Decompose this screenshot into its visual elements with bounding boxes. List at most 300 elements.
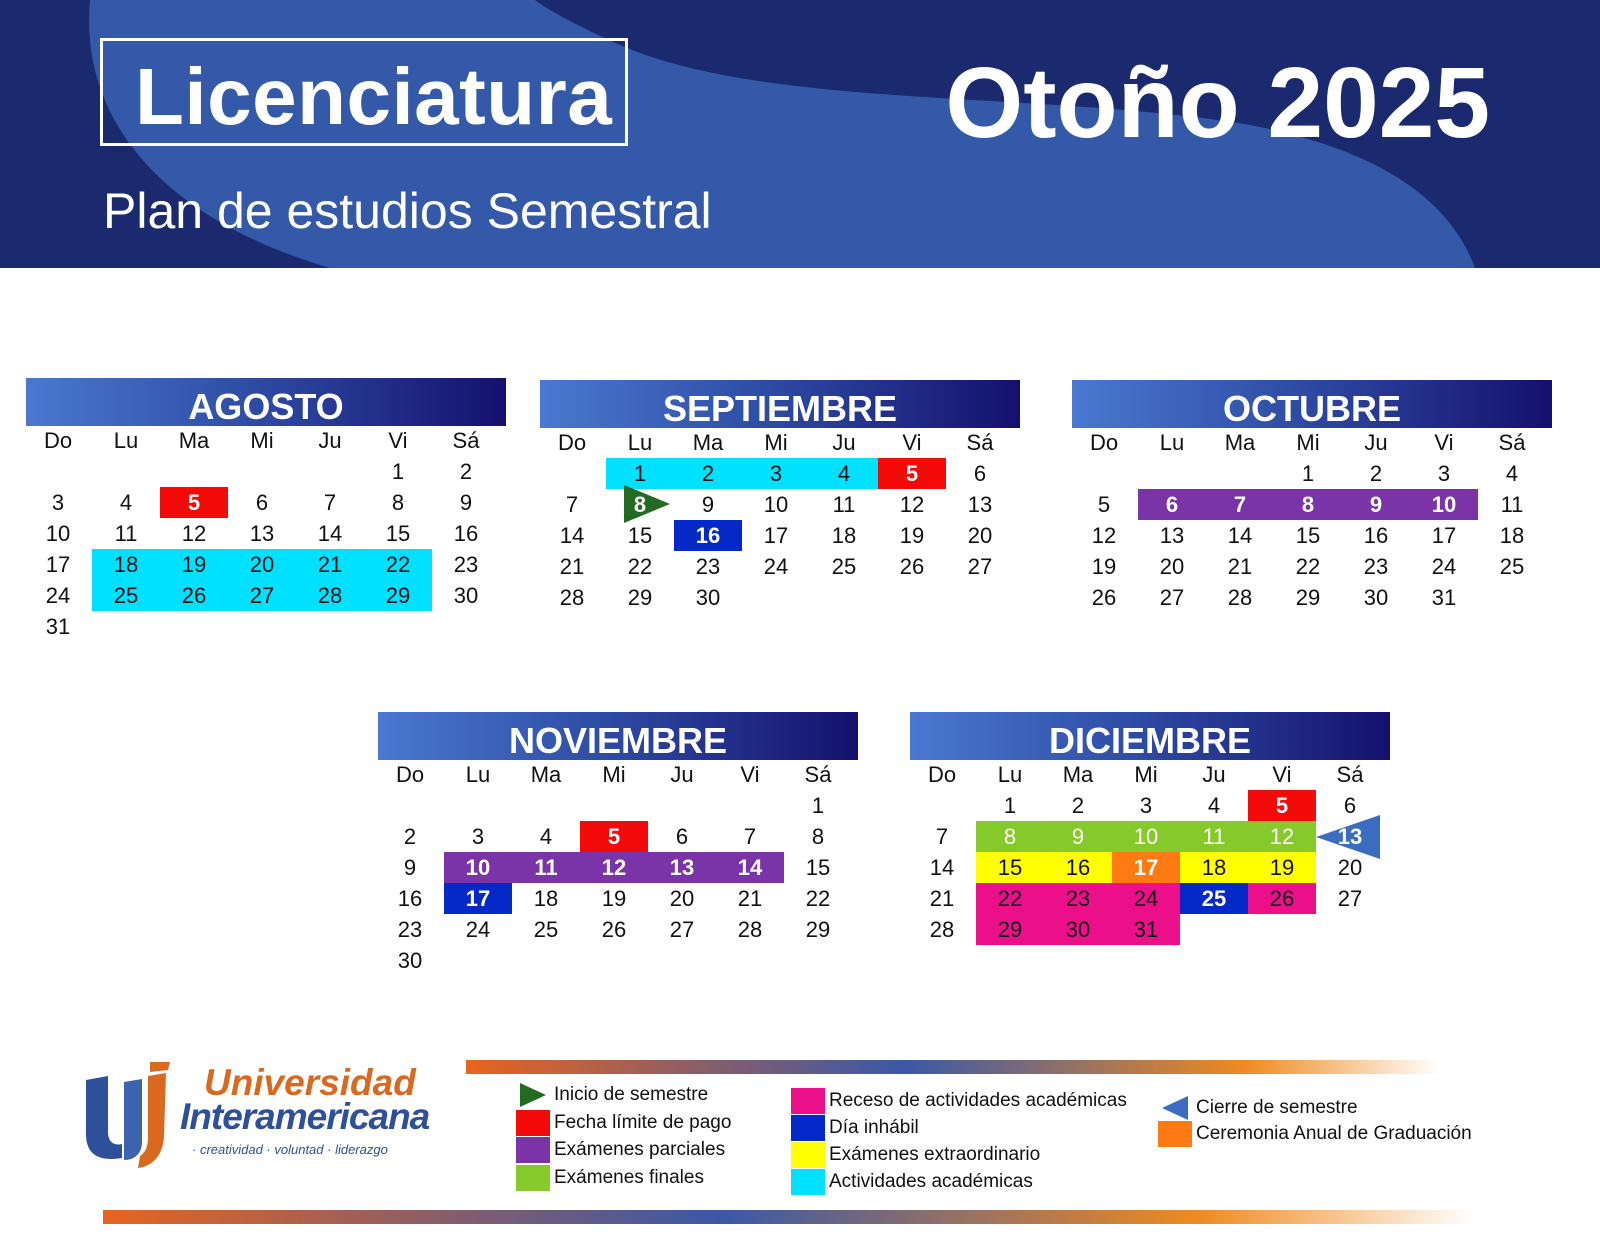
day-number: 18 (1499, 523, 1525, 548)
day-number: 25 (1499, 554, 1525, 579)
weekday-header (24, 426, 506, 456)
day-number: 23 (1363, 554, 1389, 579)
university-logo (80, 1062, 450, 1172)
day-number: 14 (317, 521, 343, 546)
day-cell (1180, 821, 1248, 852)
day-number: 22 (805, 886, 831, 911)
day-number: 26 (1269, 886, 1295, 911)
day-cell (784, 821, 852, 852)
day-cell (24, 549, 92, 580)
day-cell (742, 551, 810, 582)
month-title: AGOSTO (26, 378, 506, 426)
empty-cell (432, 611, 500, 642)
day-cell (648, 852, 716, 883)
day-number: 15 (997, 855, 1023, 880)
weekday-label: Do (395, 762, 425, 787)
empty-cell (580, 945, 648, 976)
day-cell (92, 487, 160, 518)
week-row (376, 883, 858, 914)
day-number: 26 (1091, 585, 1117, 610)
legend-label: Actividades académicas (829, 1171, 1033, 1192)
day-cell (376, 883, 444, 914)
day-cell (674, 458, 742, 489)
weekday-label: Vi (1434, 430, 1454, 455)
day-number: 30 (397, 948, 423, 973)
legend-swatch (516, 1165, 550, 1191)
day-number: 19 (1269, 855, 1295, 880)
day-cell (512, 914, 580, 945)
day-number: 1 (391, 459, 405, 484)
day-number: 5 (1097, 492, 1111, 517)
day-number: 16 (453, 521, 479, 546)
footer-bar-bottom (103, 1210, 1473, 1224)
day-number: 6 (255, 490, 269, 515)
day-cell (512, 821, 580, 852)
weekday-label: Sá (804, 762, 832, 787)
day-number: 24 (763, 554, 789, 579)
weekday-label: Ma (692, 430, 724, 455)
day-number: 28 (929, 917, 955, 942)
weekday-header (1070, 428, 1552, 458)
day-number: 21 (737, 886, 763, 911)
day-number: 22 (627, 554, 653, 579)
day-cell (296, 487, 364, 518)
weekday-label: Do (43, 428, 73, 453)
day-number: 27 (967, 554, 993, 579)
page-title: Licenciatura (135, 52, 613, 141)
legend-label: Día inhábil (829, 1117, 919, 1138)
day-cell (512, 852, 580, 883)
day-number: 3 (769, 461, 783, 486)
day-number: 5 (1275, 793, 1289, 818)
term-title: Otoño 2025 (945, 47, 1490, 159)
weekday-label: Ma (178, 428, 210, 453)
day-cell (1112, 914, 1180, 945)
legend-label: Exámenes finales (554, 1167, 704, 1188)
day-cell (810, 520, 878, 551)
day-number: 12 (1269, 824, 1295, 849)
weekday-label: Ma (1062, 762, 1094, 787)
day-number: 26 (601, 917, 627, 942)
day-cell (1478, 458, 1546, 489)
day-cell (364, 549, 432, 580)
empty-cell (296, 611, 364, 642)
week-row (538, 582, 1020, 613)
week-row (24, 549, 506, 580)
day-number: 25 (1201, 886, 1227, 911)
empty-cell (1206, 458, 1274, 489)
day-number: 4 (837, 461, 851, 486)
day-number: 12 (899, 492, 925, 517)
day-number: 24 (45, 583, 71, 608)
legend-swatch (516, 1137, 550, 1163)
day-number: 30 (453, 583, 479, 608)
empty-cell (364, 611, 432, 642)
day-number: 19 (899, 523, 925, 548)
day-cell (976, 914, 1044, 945)
day-number: 13 (1337, 824, 1363, 849)
legend-swatch (791, 1088, 825, 1114)
weekday-header (376, 760, 858, 790)
day-number: 30 (1065, 917, 1091, 942)
day-number: 29 (805, 917, 831, 942)
weekday-label: Mi (250, 428, 274, 453)
day-cell (160, 580, 228, 611)
day-number: 21 (317, 552, 343, 577)
day-number: 9 (403, 855, 417, 880)
day-number: 25 (533, 917, 559, 942)
day-number: 19 (1091, 554, 1117, 579)
weekday-label: Ju (832, 430, 856, 455)
day-cell (674, 489, 742, 520)
day-cell (444, 914, 512, 945)
day-cell (1410, 551, 1478, 582)
day-number: 11 (114, 521, 138, 546)
week-row (376, 945, 858, 976)
day-number: 2 (459, 459, 473, 484)
legend-label: Inicio de semestre (554, 1084, 709, 1105)
week-row (376, 852, 858, 883)
day-number: 10 (465, 855, 491, 880)
day-number: 13 (967, 492, 993, 517)
day-number: 8 (633, 492, 647, 517)
day-number: 13 (1159, 523, 1185, 548)
day-number: 20 (669, 886, 695, 911)
day-cell (1180, 790, 1248, 821)
day-number: 6 (675, 824, 689, 849)
empty-cell (1138, 458, 1206, 489)
day-cell (648, 883, 716, 914)
day-cell (1180, 852, 1248, 883)
day-cell (92, 549, 160, 580)
empty-cell (376, 790, 444, 821)
day-number: 16 (397, 886, 423, 911)
day-number: 16 (695, 523, 721, 548)
day-number: 30 (695, 585, 721, 610)
day-cell (24, 611, 92, 642)
day-number: 23 (1065, 886, 1091, 911)
day-number: 24 (465, 917, 491, 942)
day-cell (1044, 821, 1112, 852)
day-number: 24 (1431, 554, 1457, 579)
day-number: 7 (743, 824, 757, 849)
legend-label: Exámenes extraordinario (829, 1144, 1041, 1165)
day-number: 24 (1133, 886, 1159, 911)
triangle-left-icon (1158, 1095, 1192, 1121)
day-number: 27 (669, 917, 695, 942)
day-cell (946, 489, 1014, 520)
day-number: 17 (45, 552, 71, 577)
weekday-label: Ju (670, 762, 694, 787)
day-number: 3 (1437, 461, 1451, 486)
day-cell (908, 821, 976, 852)
day-cell (228, 487, 296, 518)
day-cell (908, 914, 976, 945)
week-row (538, 520, 1020, 551)
day-cell (376, 852, 444, 883)
day-cell (976, 790, 1044, 821)
day-number: 10 (1431, 492, 1457, 517)
page-subtitle: Plan de estudios Semestral (103, 183, 712, 239)
day-number: 15 (385, 521, 411, 546)
day-number: 3 (471, 824, 485, 849)
empty-cell (228, 456, 296, 487)
day-cell (1410, 582, 1478, 613)
day-number: 28 (1227, 585, 1253, 610)
week-row (376, 914, 858, 945)
day-cell (228, 549, 296, 580)
day-cell (296, 518, 364, 549)
day-cell (1070, 551, 1138, 582)
day-number: 19 (181, 552, 207, 577)
day-cell (1206, 582, 1274, 613)
day-cell (1180, 883, 1248, 914)
day-cell (580, 852, 648, 883)
day-number: 1 (1301, 461, 1315, 486)
day-number: 27 (1337, 886, 1363, 911)
day-cell (742, 458, 810, 489)
day-cell (1342, 489, 1410, 520)
week-row (24, 456, 506, 487)
day-cell (1206, 489, 1274, 520)
day-number: 20 (249, 552, 275, 577)
day-number: 16 (1065, 855, 1091, 880)
week-row (538, 551, 1020, 582)
day-cell (716, 821, 784, 852)
day-cell (878, 520, 946, 551)
day-cell (1138, 551, 1206, 582)
day-cell (1112, 883, 1180, 914)
week-row (376, 790, 858, 821)
day-number: 10 (1133, 824, 1159, 849)
day-number: 4 (539, 824, 553, 849)
day-cell (878, 489, 946, 520)
day-number: 8 (1003, 824, 1017, 849)
legend-swatch (791, 1142, 825, 1168)
day-cell (1478, 520, 1546, 551)
legend-label: Cierre de semestre (1196, 1097, 1358, 1118)
month-agosto (26, 378, 506, 642)
triangle-right-icon (516, 1082, 550, 1108)
legend-swatch (791, 1115, 825, 1141)
weekday-label: Sá (1498, 430, 1526, 455)
day-cell (878, 551, 946, 582)
day-number: 6 (1343, 793, 1357, 818)
footer-bar-top (466, 1060, 1440, 1074)
day-cell (160, 518, 228, 549)
day-number: 13 (669, 855, 695, 880)
day-number: 13 (249, 521, 275, 546)
day-number: 18 (1201, 855, 1227, 880)
logo-tagline: · creatividad · voluntad · liderazgo (192, 1142, 388, 1157)
week-row (24, 518, 506, 549)
day-number: 23 (695, 554, 721, 579)
day-number: 28 (317, 583, 343, 608)
week-row (538, 489, 1020, 520)
empty-cell (444, 790, 512, 821)
title-box (100, 38, 628, 146)
day-cell (908, 883, 976, 914)
day-number: 4 (1505, 461, 1519, 486)
day-cell (606, 489, 674, 520)
day-cell (606, 582, 674, 613)
day-number: 8 (391, 490, 405, 515)
day-cell (1206, 520, 1274, 551)
day-cell (976, 883, 1044, 914)
day-cell (160, 549, 228, 580)
day-number: 17 (1431, 523, 1457, 548)
day-cell (24, 518, 92, 549)
day-number: 25 (113, 583, 139, 608)
day-number: 5 (187, 490, 201, 515)
day-number: 10 (45, 521, 71, 546)
weekday-header (908, 760, 1390, 790)
day-number: 21 (1227, 554, 1253, 579)
day-cell (92, 580, 160, 611)
day-cell (296, 549, 364, 580)
week-row (24, 580, 506, 611)
day-cell (908, 852, 976, 883)
day-cell (432, 549, 500, 580)
empty-cell (908, 790, 976, 821)
day-cell (444, 821, 512, 852)
day-number: 31 (1133, 917, 1159, 942)
day-number: 30 (1363, 585, 1389, 610)
day-number: 6 (1165, 492, 1179, 517)
day-cell (1112, 790, 1180, 821)
day-cell (228, 580, 296, 611)
day-cell (946, 520, 1014, 551)
day-number: 21 (559, 554, 585, 579)
day-cell (1138, 582, 1206, 613)
day-number: 28 (559, 585, 585, 610)
day-cell (1248, 821, 1316, 852)
day-number: 12 (181, 521, 207, 546)
weekday-label: Lu (465, 762, 491, 787)
weekday-label: Ma (1224, 430, 1256, 455)
legend-label: Fecha límite de pago (554, 1112, 732, 1133)
day-cell (946, 458, 1014, 489)
day-cell (810, 458, 878, 489)
day-cell (296, 580, 364, 611)
day-cell (444, 883, 512, 914)
day-cell (1316, 821, 1384, 852)
day-number: 17 (465, 886, 491, 911)
day-number: 14 (929, 855, 955, 880)
empty-cell (784, 945, 852, 976)
day-cell (1112, 821, 1180, 852)
day-number: 8 (1301, 492, 1315, 517)
legend-swatch (1158, 1121, 1192, 1147)
day-number: 5 (607, 824, 621, 849)
day-number: 16 (1363, 523, 1389, 548)
day-number: 5 (905, 461, 919, 486)
day-number: 18 (533, 886, 559, 911)
day-number: 9 (459, 490, 473, 515)
day-cell (606, 551, 674, 582)
day-number: 29 (997, 917, 1023, 942)
day-cell (648, 914, 716, 945)
week-row (376, 821, 858, 852)
empty-cell (1248, 914, 1316, 945)
empty-cell (742, 582, 810, 613)
weekday-label: Ju (1202, 762, 1226, 787)
weekday-label: Sá (452, 428, 480, 453)
empty-cell (1070, 458, 1138, 489)
day-cell (364, 456, 432, 487)
day-cell (160, 487, 228, 518)
day-cell (1070, 489, 1138, 520)
day-cell (1316, 883, 1384, 914)
day-number: 12 (601, 855, 627, 880)
empty-cell (580, 790, 648, 821)
weekday-label: Mi (1296, 430, 1320, 455)
day-number: 20 (967, 523, 993, 548)
legend-swatch (516, 1110, 550, 1136)
weekday-label: Mi (764, 430, 788, 455)
day-cell (1274, 489, 1342, 520)
day-cell (364, 580, 432, 611)
day-cell (376, 945, 444, 976)
month-title: NOVIEMBRE (378, 712, 858, 760)
day-number: 7 (935, 824, 949, 849)
day-cell (228, 518, 296, 549)
day-cell (364, 518, 432, 549)
empty-cell (160, 611, 228, 642)
week-row (538, 458, 1020, 489)
day-cell (674, 582, 742, 613)
weekday-label: Ma (530, 762, 562, 787)
day-cell (580, 821, 648, 852)
day-cell (784, 914, 852, 945)
day-number: 7 (565, 492, 579, 517)
day-cell (878, 458, 946, 489)
empty-cell (160, 456, 228, 487)
day-number: 18 (113, 552, 139, 577)
day-number: 9 (1071, 824, 1085, 849)
day-cell (674, 520, 742, 551)
day-cell (1478, 551, 1546, 582)
day-number: 29 (627, 585, 653, 610)
day-cell (1206, 551, 1274, 582)
day-cell (432, 487, 500, 518)
weekday-label: Lu (113, 428, 139, 453)
day-number: 2 (1369, 461, 1383, 486)
month-diciembre (910, 712, 1390, 945)
day-cell (1410, 520, 1478, 551)
empty-cell (810, 582, 878, 613)
day-cell (1274, 582, 1342, 613)
week-row (1070, 458, 1552, 489)
day-cell (1342, 520, 1410, 551)
weekday-label: Sá (966, 430, 994, 455)
weekday-label: Do (1089, 430, 1119, 455)
day-cell (1248, 852, 1316, 883)
weekday-label: Do (557, 430, 587, 455)
day-cell (512, 883, 580, 914)
month-title: SEPTIEMBRE (540, 380, 1020, 428)
day-cell (976, 852, 1044, 883)
day-cell (1044, 883, 1112, 914)
weekday-label: Mi (1134, 762, 1158, 787)
empty-cell (648, 790, 716, 821)
day-number: 14 (559, 523, 585, 548)
day-cell (1274, 520, 1342, 551)
day-number: 3 (51, 490, 65, 515)
day-cell (1410, 489, 1478, 520)
day-cell (538, 520, 606, 551)
empty-cell (296, 456, 364, 487)
